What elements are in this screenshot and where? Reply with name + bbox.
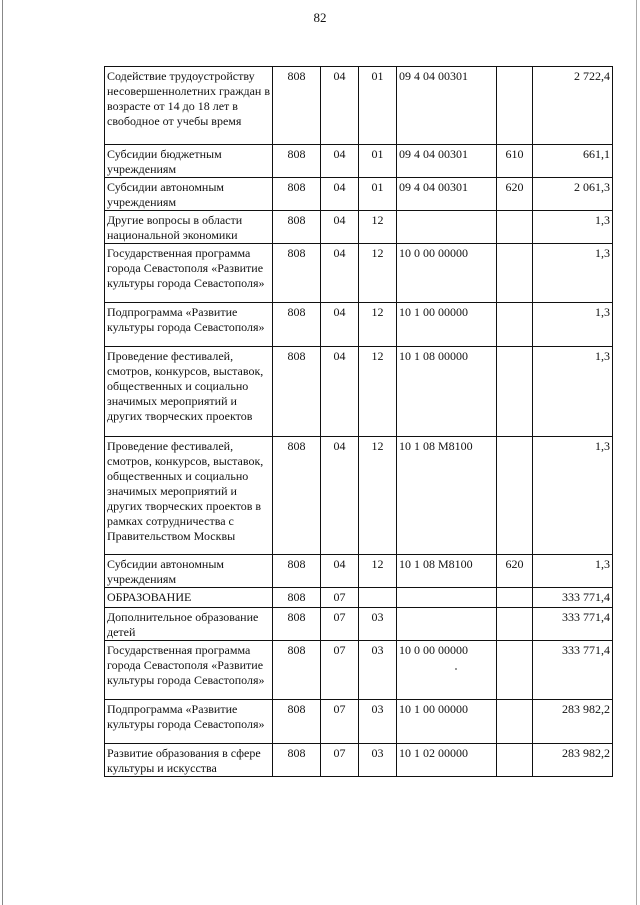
row-section-code-cell: 04 [321,211,359,244]
row-name-cell: Субсидии бюджетным учреждениям [105,145,273,178]
row-name-cell: Содействие трудоустройству несовершеннолетних граждан в возрасте от 14 до 18 лет в свободное от учебы время [105,67,273,145]
row-name-cell: Развитие образования в сфере культуры и искусства [105,744,273,777]
row-target-article-cell: 10 1 08 M8100 [397,555,497,588]
table-row [105,744,613,777]
row-name-cell: Проведение фестивалей, смотров, конкурсов, выставок, общественных и социально значимых мероприятий и других творческих проектов [105,347,273,437]
row-amount-cell: 661,1 [533,145,613,178]
row-amount-cell: 1,3 [533,437,613,555]
row-amount-cell: 333 771,4 [533,641,613,700]
row-name-cell: Государственная программа города Севастополя «Развитие культуры города Севастополя» [105,641,273,700]
row-section-code-cell: 04 [321,303,359,347]
row-expense-type-cell: 610 [497,145,533,178]
row-amount-cell: 283 982,2 [533,700,613,744]
row-subsection-code-cell: 01 [359,67,397,145]
row-amount-cell: 1,3 [533,555,613,588]
table-row [105,211,613,244]
row-section-code-cell: 04 [321,437,359,555]
row-subsection-code-cell: 12 [359,211,397,244]
row-section-code-cell: 07 [321,744,359,777]
row-ved-code-cell: 808 [273,588,321,608]
row-expense-type-cell: 620 [497,178,533,211]
row-section-code-cell: 07 [321,588,359,608]
row-section-code-cell: 04 [321,178,359,211]
row-ved-code-cell: 808 [273,700,321,744]
row-name-cell: Дополнительное образование детей [105,608,273,641]
row-expense-type-cell: 620 [497,555,533,588]
row-subsection-code-cell: 12 [359,303,397,347]
row-ved-code-cell: 808 [273,437,321,555]
row-expense-type-cell [497,608,533,641]
row-expense-type-cell [497,744,533,777]
row-name-cell: Проведение фестивалей, смотров, конкурсов, выставок, общественных и социально значимых мероприятий и других творческих проектов в рамках сотрудничества с Правительством Москвы [105,437,273,555]
row-section-code-cell: 07 [321,700,359,744]
page-number: 82 [313,10,327,25]
table-row [105,641,613,700]
table-row [105,178,613,211]
row-expense-type-cell [497,211,533,244]
row-name-cell: Государственная программа города Севастополя «Развитие культуры города Севастополя» [105,244,273,303]
row-section-code-cell: 07 [321,608,359,641]
row-subsection-code-cell: 03 [359,744,397,777]
budget-table [104,66,613,777]
budget-table-body [105,67,613,777]
row-name-cell: Подпрограмма «Развитие культуры города Севастополя» [105,700,273,744]
row-target-article-cell: 10 1 02 00000 [397,744,497,777]
row-expense-type-cell [497,700,533,744]
row-subsection-code-cell: 03 [359,700,397,744]
row-amount-cell: 283 982,2 [533,744,613,777]
row-ved-code-cell: 808 [273,67,321,145]
table-row [105,437,613,555]
row-target-article-cell: 10 1 08 M8100 [397,437,497,555]
row-subsection-code-cell: 03 [359,641,397,700]
row-expense-type-cell [497,67,533,145]
row-subsection-code-cell: 03 [359,608,397,641]
row-target-article-cell: 09 4 04 00301 [397,67,497,145]
row-subsection-code-cell [359,588,397,608]
row-target-article-cell: 09 4 04 00301 [397,178,497,211]
row-ved-code-cell: 808 [273,303,321,347]
row-amount-cell: 2 061,3 [533,178,613,211]
row-subsection-code-cell: 12 [359,347,397,437]
row-name-cell: ОБРАЗОВАНИЕ [105,588,273,608]
row-subsection-code-cell: 12 [359,555,397,588]
row-expense-type-cell [497,641,533,700]
row-name-cell: Субсидии автономным учреждениям [105,178,273,211]
table-row [105,303,613,347]
row-ved-code-cell: 808 [273,608,321,641]
row-target-article-cell: 10 0 00 00000 [397,244,497,303]
row-section-code-cell: 04 [321,67,359,145]
row-target-article-cell [397,608,497,641]
row-ved-code-cell: 808 [273,641,321,700]
table-row [105,145,613,178]
row-amount-cell: 1,3 [533,211,613,244]
scan-edge-right [636,0,637,905]
row-section-code-cell: 04 [321,347,359,437]
row-ved-code-cell: 808 [273,244,321,303]
row-target-article-cell: 10 1 00 00000 [397,303,497,347]
row-target-article-cell [397,211,497,244]
table-row [105,555,613,588]
table-row [105,588,613,608]
row-target-article-cell [397,588,497,608]
row-subsection-code-cell: 12 [359,244,397,303]
row-expense-type-cell [497,303,533,347]
table-row [105,67,613,145]
row-ved-code-cell: 808 [273,555,321,588]
row-ved-code-cell: 808 [273,145,321,178]
row-amount-cell: 333 771,4 [533,588,613,608]
row-name-cell: Подпрограмма «Развитие культуры города Севастополя» [105,303,273,347]
row-subsection-code-cell: 01 [359,145,397,178]
row-ved-code-cell: 808 [273,347,321,437]
table-row [105,608,613,641]
row-amount-cell: 1,3 [533,347,613,437]
row-name-cell: Субсидии автономным учреждениям [105,555,273,588]
row-ved-code-cell: 808 [273,744,321,777]
row-amount-cell: 1,3 [533,244,613,303]
row-expense-type-cell [497,347,533,437]
row-ved-code-cell: 808 [273,178,321,211]
row-expense-type-cell [497,437,533,555]
row-section-code-cell: 07 [321,641,359,700]
row-target-article-cell: 09 4 04 00301 [397,145,497,178]
row-target-article-cell: 10 0 00 00000 [397,641,497,700]
table-row [105,347,613,437]
row-name-cell: Другие вопросы в области национальной экономики [105,211,273,244]
row-section-code-cell: 04 [321,145,359,178]
row-target-article-cell: 10 1 00 00000 [397,700,497,744]
table-row [105,700,613,744]
row-amount-cell: 2 722,4 [533,67,613,145]
row-subsection-code-cell: 01 [359,178,397,211]
row-amount-cell: 1,3 [533,303,613,347]
row-expense-type-cell [497,588,533,608]
scan-edge-left [2,0,3,905]
row-subsection-code-cell: 12 [359,437,397,555]
row-section-code-cell: 04 [321,244,359,303]
row-target-article-cell: 10 1 08 00000 [397,347,497,437]
row-section-code-cell: 04 [321,555,359,588]
row-ved-code-cell: 808 [273,211,321,244]
row-amount-cell: 333 771,4 [533,608,613,641]
table-row [105,244,613,303]
row-expense-type-cell [497,244,533,303]
